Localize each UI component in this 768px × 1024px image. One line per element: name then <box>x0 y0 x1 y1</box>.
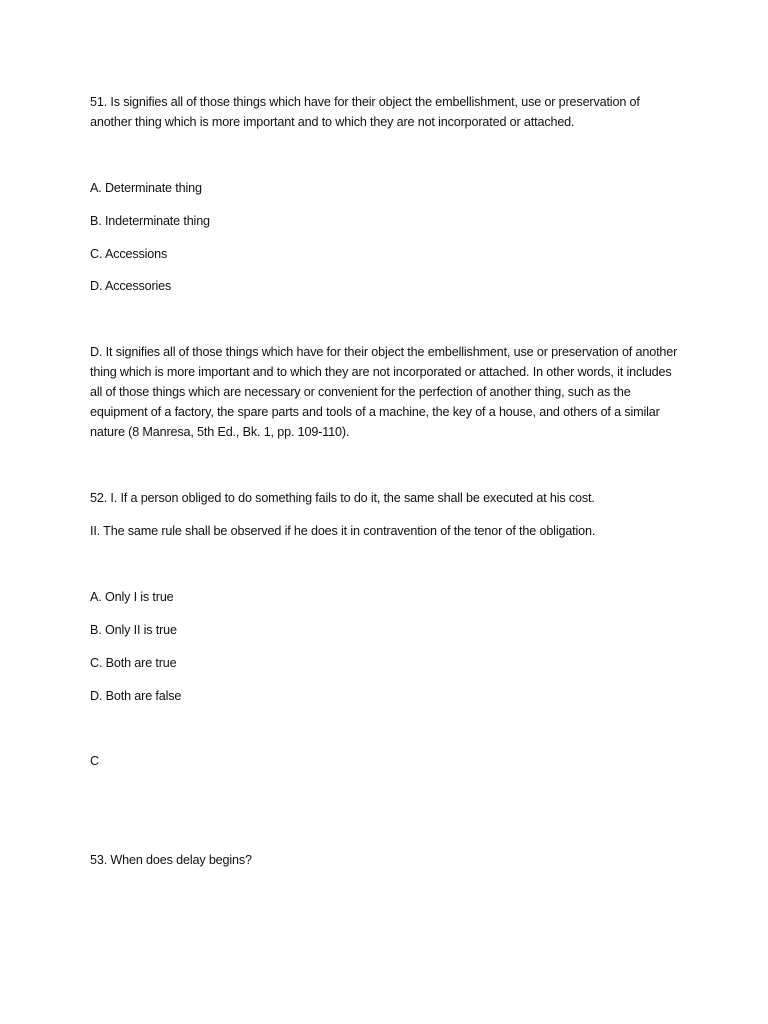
q52-answer: C <box>90 754 99 768</box>
q52-statement-2: II. The same rule shall be observed if he does it in contravention of the tenor of the obligation. <box>90 524 596 538</box>
q52-statement-1: 52. I. If a person obliged to do something fails to do it, the same shall be executed at his cost. <box>90 491 595 505</box>
q51-option-c: C. Accessions <box>90 247 168 261</box>
q51-option-b: B. Indeterminate thing <box>90 214 210 228</box>
question-53: 53. When does delay begins? <box>90 853 252 867</box>
q52-option-c: C. Both are true <box>90 656 177 670</box>
q52-option-a: A. Only I is true <box>90 590 174 604</box>
q51-option-d: D. Accessories <box>90 279 172 293</box>
question-51: 51. Is signifies all of those things which have for their object the embellishment, use or preservation of another thing which is more important and to which they are not incorporated or attached. <box>90 95 640 129</box>
q51-answer-explanation: D. It signifies all of those things which have for their object the embellishment, use or preservation of another thing which is more important and to which they are not incorporated or attached. In other words, it includes all of those things which are necessary or convenient for the perfection of another thing, such as the equipment of a factory, the spare parts and tools of a machine, the key of a house, and others of a similar nature (8 Manresa, 5th Ed., Bk. 1, pp. 109-110). <box>90 345 678 439</box>
q52-option-d: D. Both are false <box>90 689 182 703</box>
q51-option-a: A. Determinate thing <box>90 181 202 195</box>
q52-option-b: B. Only II is true <box>90 623 177 637</box>
